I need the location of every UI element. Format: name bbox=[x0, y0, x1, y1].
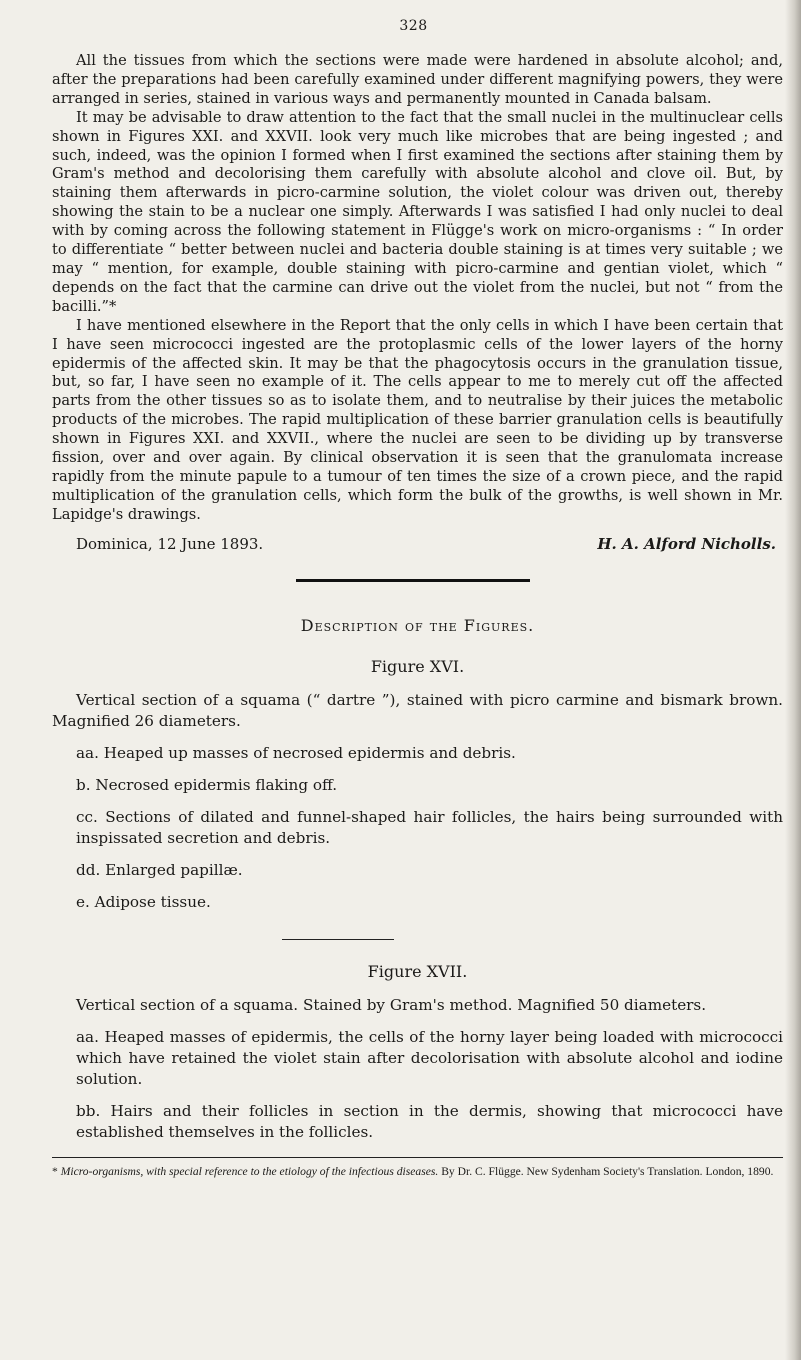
figure-divider bbox=[282, 939, 394, 940]
figure-xvi-description bbox=[52, 657, 783, 913]
footnote bbox=[52, 1165, 783, 1179]
section-heading: Description of the Figures. bbox=[300, 615, 535, 635]
page-number: 328 bbox=[399, 18, 428, 34]
signature-line bbox=[76, 535, 776, 553]
section-divider bbox=[296, 579, 530, 582]
footnote-divider bbox=[52, 1157, 783, 1158]
figure-item: dd. Enlarged papillæ. bbox=[76, 860, 243, 879]
footnote-marker: * bbox=[52, 1164, 58, 1178]
figure-item: bb. Hairs and their follicles in section in the dermis, showing that micrococci have established themselves in the follicles. bbox=[76, 1101, 783, 1141]
figure-intro: Vertical section of a squama (“ dartre ”), stained with picro carmine and bismark brown. Magnified 26 diameters. bbox=[52, 690, 783, 730]
footnote-reference: By Dr. C. Flügge. New Sydenham Society's Translation. London, 1890. bbox=[441, 1164, 774, 1178]
figure-item: e. Adipose tissue. bbox=[76, 892, 211, 911]
figure-item: b. Necrosed epidermis flaking off. bbox=[76, 775, 338, 794]
figure-xvii-description bbox=[52, 962, 783, 1143]
page-edge-shadow bbox=[785, 0, 801, 1360]
figure-item: aa. Heaped masses of epidermis, the cells of the horny layer being loaded with micrococci which have retained the violet stain after decolorisation with absolute alcohol and iodine solution. bbox=[76, 1027, 783, 1088]
place-date: Dominica, 12 June 1893. bbox=[76, 534, 264, 553]
figure-intro: Vertical section of a squama. Stained by Gram's method. Magnified 50 diameters. bbox=[76, 995, 707, 1014]
author-name: H. A. Alford Nicholls. bbox=[597, 534, 776, 553]
figure-heading: Figure XVI. bbox=[370, 656, 465, 676]
paragraph-nuclei: It may be advisable to draw attention to the fact that the small nuclei in the multinuclear cells shown in Figures XXI. and XXVII. look very much like microbes that are being ingested ; and such, indeed, was the opinion I formed when I first examined the sections after staining them by Gram's method and decolorising them carefully with absolute alcohol and clove oil. But, by staining them afterwards in picro-carmine solution, the violet colour was driven out, thereby showing the stain to be a nuclear one simply. Afterwards I was satisfied I had only nuclei to deal with by coming across the following statement in Flügge's work on micro-organisms : “ In order to differentiate “ better between nuclei and bacteria double staining is at times very suitable ; we may “ mention, for example, double staining with picro-carmine and gentian violet, which “ depends on the fact that the carmine can drive out the violet from the nuclei, but not “ from the bacilli.”* bbox=[52, 108, 783, 315]
figure-item: aa. Heaped up masses of necrosed epidermis and debris. bbox=[76, 743, 516, 762]
report-body bbox=[52, 52, 783, 525]
figure-item: cc. Sections of dilated and funnel-shaped hair follicles, the hairs being surrounded with inspissated secretion and debris. bbox=[76, 807, 783, 847]
paragraph-micrococci: I have mentioned elsewhere in the Report that the only cells in which I have been certain that I have seen micrococci ingested are the protoplasmic cells of the lower layers of the horny epidermis of the affected skin. It may be that the phagocytosis occurs in the granulation tissue, but, so far, I have seen no example of it. The cells appear to me to merely cut off the affected parts from the other tissues so as to isolate them, and to neutralise by their juices the metabolic products of the microbes. The rapid multiplication of these barrier granulation cells is beautifully shown in Figures XXI. and XXVII., where the nuclei are seen to be dividing up by transverse fission, over and over again. By clinical observation it is seen that the granulomata increase rapidly from the minute papule to a tumour of ten times the size of a crown piece, and the rapid multiplication of the granulation cells, which form the bulk of the growths, is well shown in Mr. Lapidge's drawings. bbox=[52, 316, 783, 523]
figure-heading: Figure XVII. bbox=[367, 961, 468, 981]
footnote-title: Micro-organisms, with special reference to the etiology of the infectious diseases. bbox=[60, 1164, 439, 1178]
paragraph-hardening: All the tissues from which the sections were made were hardened in absolute alcohol; and, after the preparations had been carefully examined under different magnifying powers, they were arranged in series, stained in various ways and permanently mounted in Canada balsam. bbox=[52, 52, 783, 107]
